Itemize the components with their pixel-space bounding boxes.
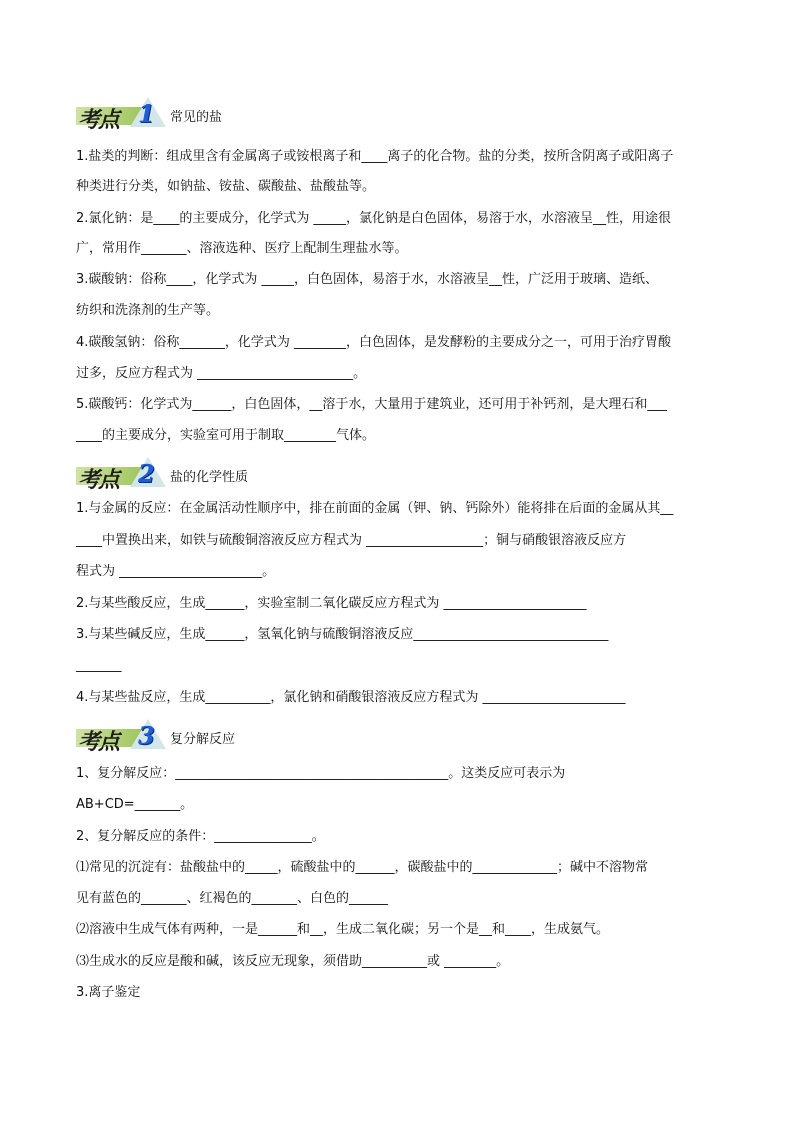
text-line: 3.碳酸钠：俗称____，化学式为 _____，白色固体，易溶于水，水溶液呈__性，广泛用于玻璃、造纸、	[76, 272, 659, 287]
text-line: 见有蓝色的_______、红褐色的_______、白色的______	[76, 891, 389, 906]
badge-word: 考点	[78, 729, 119, 755]
badge-number: 2	[138, 459, 155, 488]
text-line: 种类进行分类，如钠盐、铵盐、碳酸盐、盐酸盐等。	[76, 179, 376, 194]
text-line: 4.碳酸氢钠：俗称_______，化学式为 ________，白色固体，是发酵粉的主要成分之一，可用于治疗胃酸	[76, 335, 672, 350]
text-line: 4.与某些盐反应，生成__________，氯化钠和硝酸银溶液反应方程式为 ______________________	[76, 690, 626, 705]
text-line: 2、复分解反应的条件：_______________。	[76, 829, 325, 844]
text-line: 过多，反应方程式为 ________________________。	[76, 366, 367, 381]
text-line: ____中置换出来，如铁与硫酸铜溶液反应方程式为 __________________；铜与硝酸银溶液反应方	[76, 533, 627, 548]
section-title: 复分解反应	[170, 732, 236, 747]
section-heading-3	[76, 719, 236, 755]
text-line: 1、复分解反应：__________________________________________。这类反应可表示为	[76, 766, 566, 781]
section-heading-2	[76, 457, 249, 493]
text-line: 纺织和洗涤剂的生产等。	[76, 303, 220, 318]
section-title: 常见的盐	[170, 110, 223, 125]
text-line: 2.与某些酸反应，生成______，实验室制二氧化碳反应方程式为 ______________________	[76, 596, 587, 611]
text-line: 1.盐类的判断：组成里含有金属离子或铵根离子和____离子的化合物。盐的分类，按所含阴离子或阳离子	[76, 149, 674, 164]
kaodian-badge-2	[76, 457, 168, 493]
text-line: 3.与某些碱反应，生成______，氢氧化钠与硫酸铜溶液反应______________________________	[76, 627, 609, 642]
badge-number: 1	[138, 99, 155, 128]
text-line: ⑵溶液中生成气体有两种，一是______和__，生成二氧化碳；另一个是__和____，生成氨气。	[76, 922, 610, 937]
text-line: 5.碳酸钙：化学式为______，白色固体，__溶于水，大量用于建筑业，还可用于补钙剂，是大理石和___	[76, 397, 667, 412]
text-line: 2.氯化钠：是____的主要成分，化学式为 _____，氯化钠是白色固体，易溶于水，水溶液呈__性，用途很	[76, 211, 672, 226]
text-line: AB+CD=_______。	[76, 797, 194, 812]
kaodian-badge-3	[76, 719, 168, 755]
section-heading-1	[76, 97, 223, 133]
text-line: 广，常用作_______、溶液选种、医疗上配制生理盐水等。	[76, 241, 408, 256]
text-line: 1.与金属的反应：在金属活动性顺序中，排在前面的金属（钾、钠、钙除外）能将排在后面的金属从其__	[76, 501, 674, 516]
text-line: ⑴常见的沉淀有：盐酸盐中的_____，硫酸盐中的______，碳酸盐中的_____________；碱中不溶物常	[76, 860, 649, 875]
text-line: ⑶生成水的反应是酸和碱，该反应无现象，须借助__________或 ________。	[76, 954, 510, 969]
kaodian-badge-1	[76, 97, 168, 133]
badge-number: 3	[138, 721, 155, 750]
section-title: 盐的化学性质	[170, 470, 249, 485]
text-line: _______	[76, 658, 122, 673]
badge-word: 考点	[78, 467, 119, 493]
text-line: 3.离子鉴定	[76, 985, 141, 1000]
text-line: 程式为 ______________________。	[76, 564, 276, 579]
text-line: ____的主要成分，实验室可用于制取________气体。	[76, 428, 376, 443]
badge-word: 考点	[78, 107, 119, 133]
